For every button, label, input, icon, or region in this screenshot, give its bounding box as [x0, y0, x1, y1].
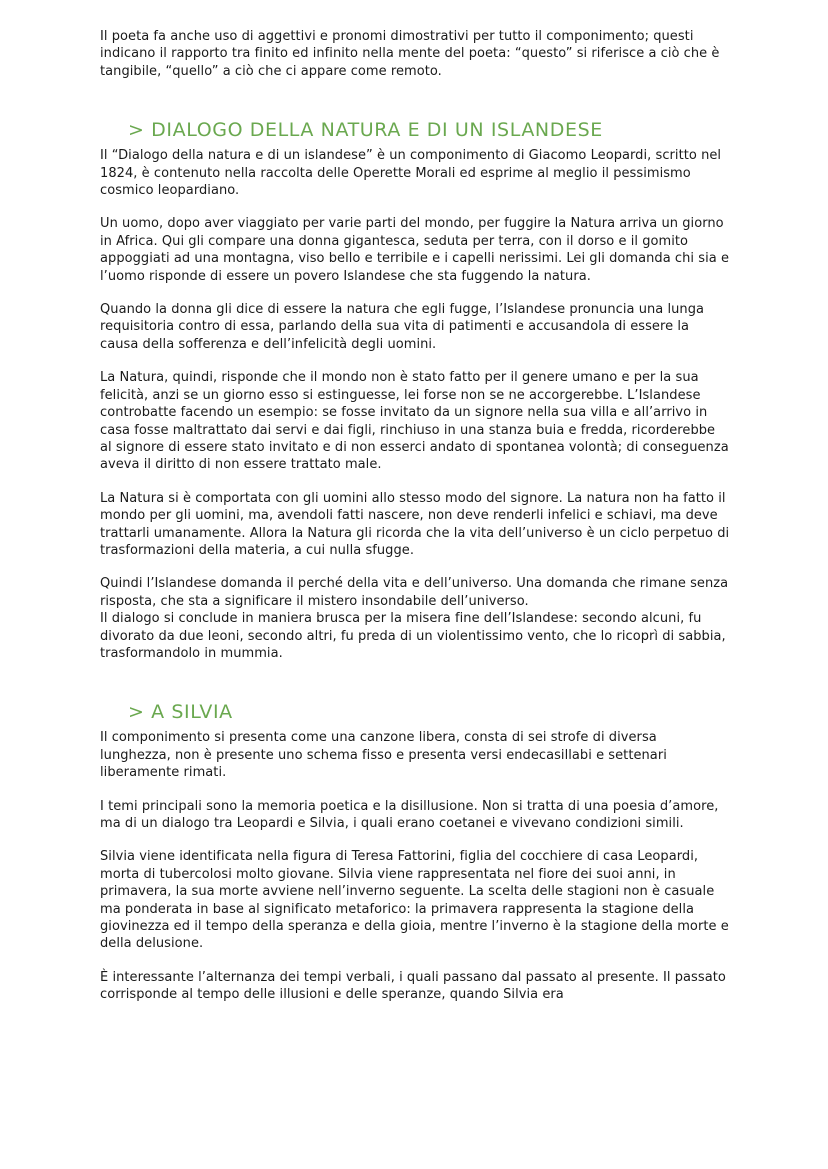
section-heading-silvia: > A SILVIA: [128, 701, 233, 724]
silvia-paragraph-2: I temi principali sono la memoria poetica e la disillusione. Non si tratta di una poesia d’amore, ma di un dialogo tra Leopardi e Silvia, i quali erano coetanei e vivevano condizioni simili.: [100, 798, 719, 831]
dialogo-paragraph-4: La Natura, quindi, risponde che il mondo non è stato fatto per il genere umano e per la sua felicità, anzi se un giorno esso si estinguesse, lei forse non se ne accorgerebbe. L’Islandese controbatte facendo un esempio: se fosse invitato da un signore nella sua villa e all’arrivo in casa fosse maltrattato dai servi e dai figli, rinchiuso in una stanza buia e fredda, ricorderebbe al signore di essere stato invitato e di non esserci andato di spontanea volontà; di conseguenza aveva il diritto di non essere trattato male.: [100, 370, 729, 473]
dialogo-paragraph-2: Un uomo, dopo aver viaggiato per varie parti del mondo, per fuggire la Natura arriva un giorno in Africa. Qui gli compare una donna gigantesca, seduta per terra, con il dorso e il gomito appoggiati ad una montagna, viso bello e terribile e i capelli nerissimi. Lei gli domanda chi sia e l’uomo risponde di essere un povero Islandese che sta fuggendo la natura.: [100, 216, 729, 284]
dialogo-paragraph-6: Quindi l’Islandese domanda il perché della vita e dell’universo. Una domanda che rimane senza risposta, che sta a significare il mistero insondabile dell’universo.: [100, 576, 729, 609]
intro-paragraph: Il poeta fa anche uso di aggettivi e pronomi dimostrativi per tutto il componimento; questi indicano il rapporto tra finito ed infinito nella mente del poeta: “questo” si riferisce a ciò che è tangibile, “quello” a ciò che ci appare come remoto.: [100, 29, 720, 79]
section-heading-dialogo: > DIALOGO DELLA NATURA E DI UN ISLANDESE: [128, 119, 603, 142]
dialogo-paragraph-7: Il dialogo si conclude in maniera brusca per la misera fine dell’Islandese: secondo alcuni, fu divorato da due leoni, secondo altri, fu preda di un violentissimo vento, che lo ricoprì di sabbia, trasformandolo in mummia.: [100, 611, 726, 661]
dialogo-paragraph-1: Il “Dialogo della natura e di un islandese” è un componimento di Giacomo Leopardi, scritto nel 1824, è contenuto nella raccolta delle Operette Morali ed esprime al meglio il pessimismo cosmico leopardiano.: [100, 148, 722, 199]
dialogo-paragraph-5: La Natura si è comportata con gli uomini allo stesso modo del signore. La natura non ha fatto il mondo per gli uomini, ma, avendoli fatti nascere, non deve renderli infelici e schiavi, ma deve trattarli umanamente. Allora la Natura gli ricorda che la vita dell’universo è un ciclo perpetuo di trasformazioni della materia, a cui nulla sfugge.: [100, 490, 730, 558]
dialogo-paragraph-3: Quando la donna gli dice di essere la natura che egli fugge, l’Islandese pronuncia una lunga requisitoria contro di essa, parlando della sua vita di patimenti e accusandola di essere la causa della sofferenza e dell’infelicità degli uomini.: [100, 302, 705, 352]
document-page: [100, 28, 730, 1020]
silvia-paragraph-4: È interessante l’alternanza dei tempi verbali, i quali passano dal passato al presente. Il passato corrisponde al tempo delle illusioni e delle speranze, quando Silvia era: [100, 969, 726, 1003]
silvia-paragraph-1: Il componimento si presenta come una canzone libera, consta di sei strofe di diversa lunghezza, non è presente uno schema fisso e presenta versi endecasillabi e settenari liberamente rimati.: [100, 730, 667, 781]
silvia-paragraph-3: Silvia viene identificata nella figura di Teresa Fattorini, figlia del cocchiere di casa Leopardi, morta di tubercolosi molto giovane. Silvia viene rappresentata nel fiore dei suoi anni, in primavera, la sua morte avviene nell’inverno seguente. La scelta delle stagioni non è casuale ma ponderata in base al significato metaforico: la primavera rappresenta la stagione della giovinezza ed il tempo della speranza e della gioia, mentre l’inverno è la stagione della morte e della delusione.: [100, 849, 729, 952]
